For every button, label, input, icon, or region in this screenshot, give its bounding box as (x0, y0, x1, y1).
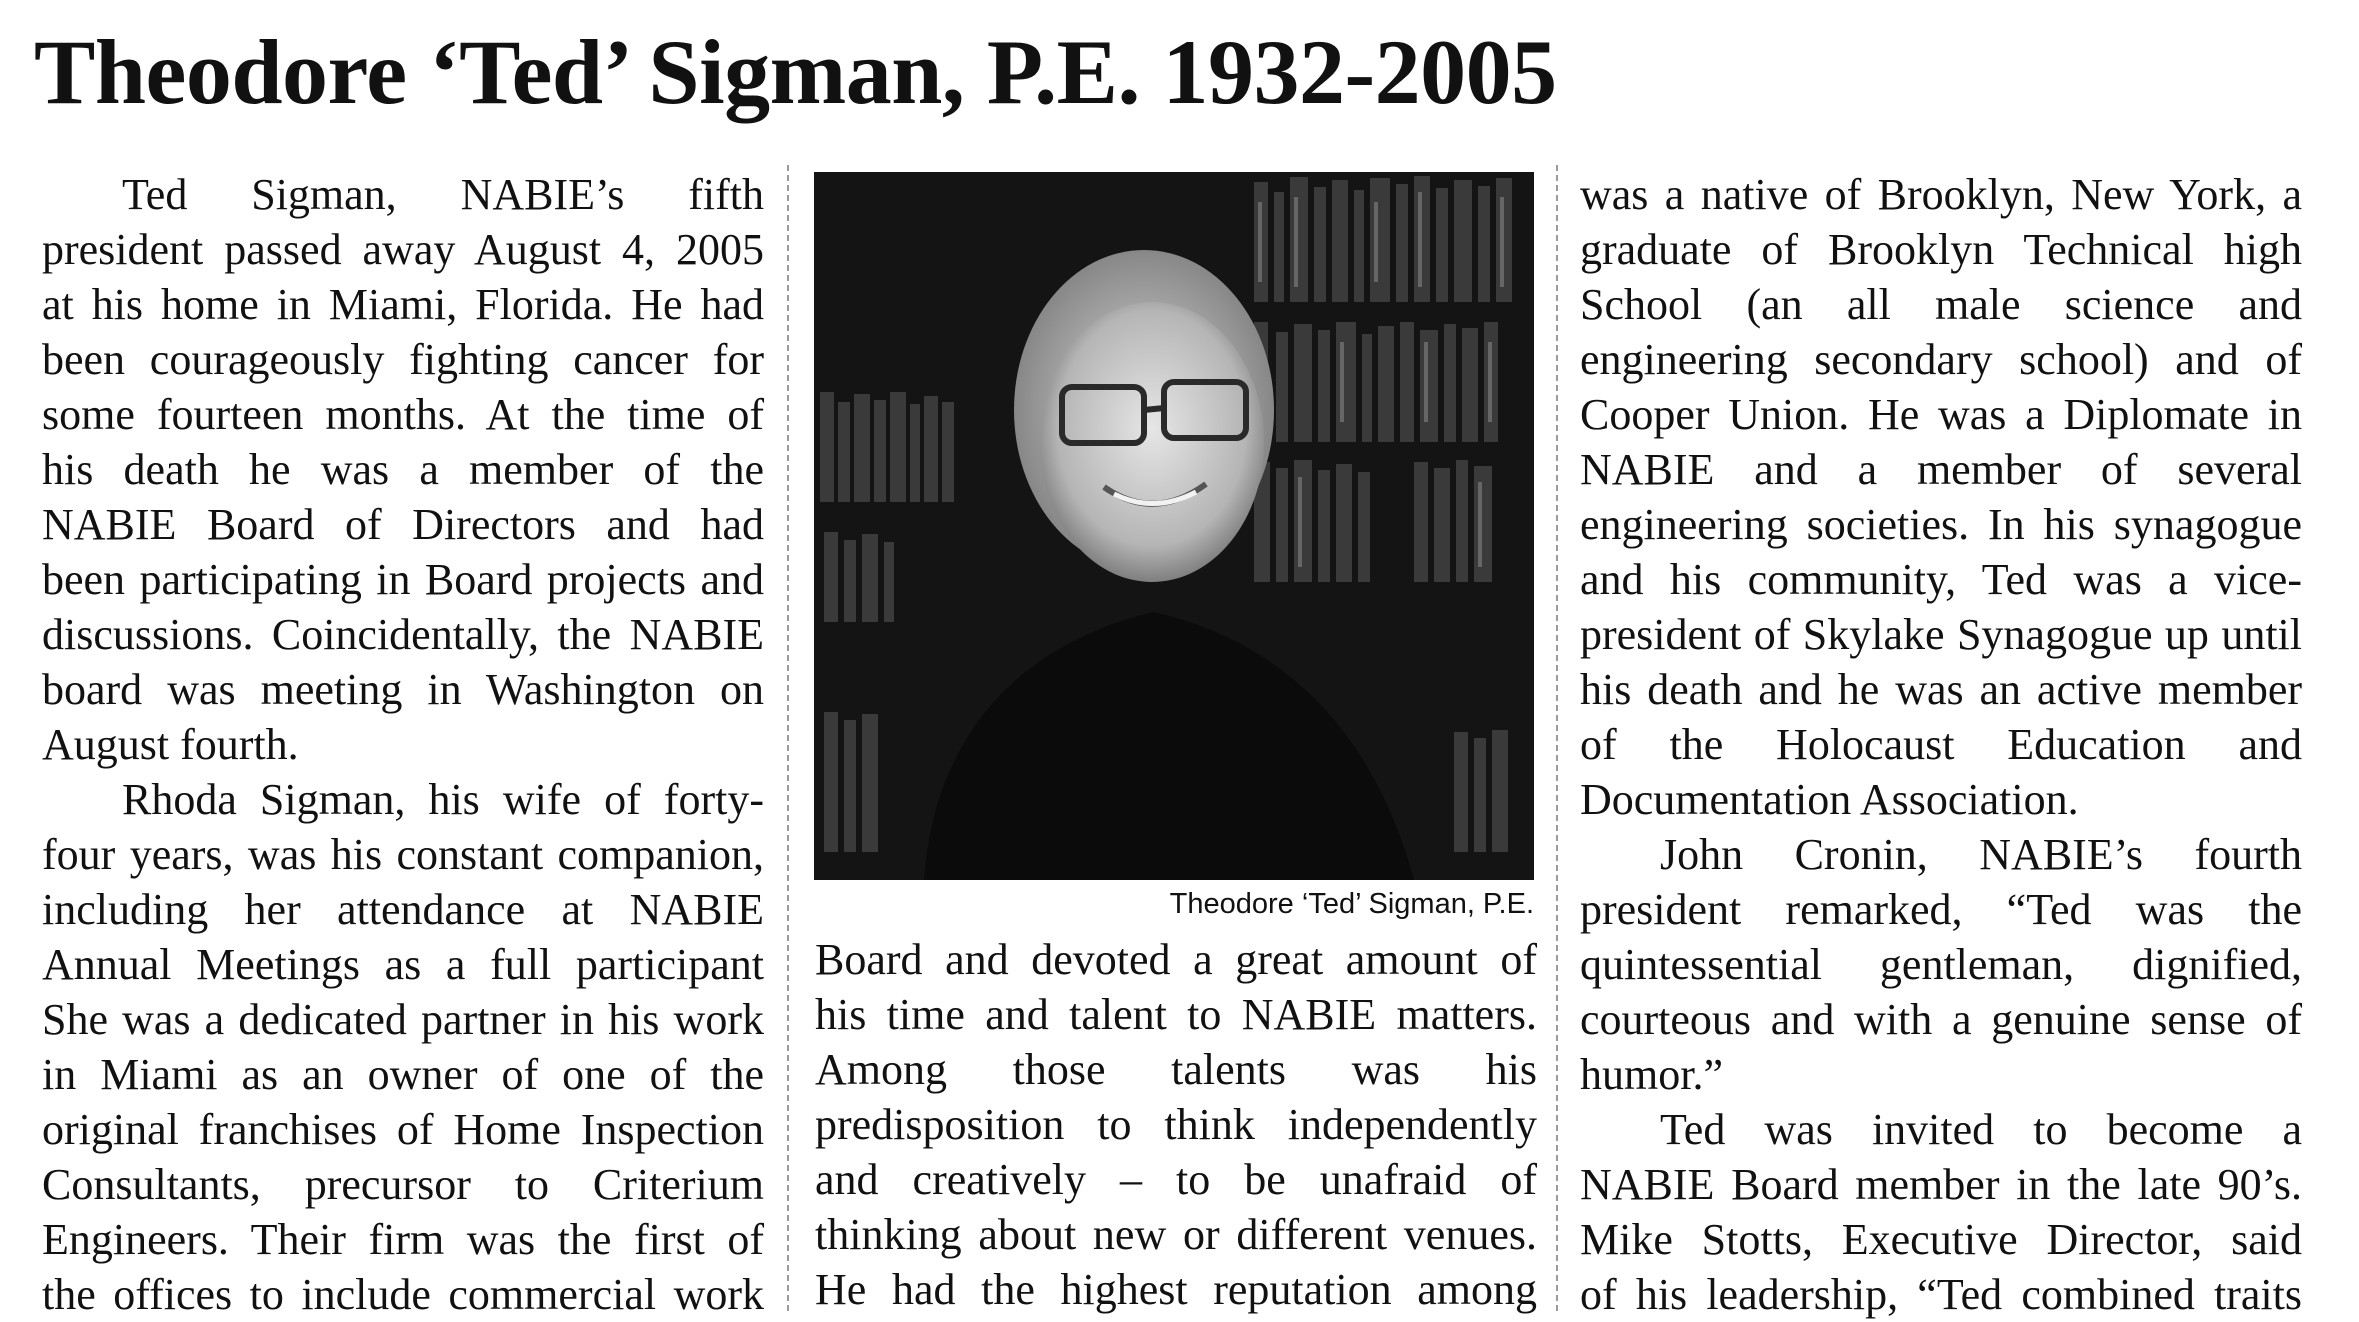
column-divider (787, 165, 789, 1311)
portrait-photo (814, 172, 1534, 880)
text-line: president of Skylake Synagogue up until (1580, 610, 2302, 659)
text-line: president remarked, “Ted was the (1580, 885, 2302, 934)
text-line: engineering societies. In his synagogue (1580, 500, 2302, 549)
text-line: Ted was invited to become a (1660, 1105, 2302, 1154)
text-line: his death and he was an active member (1580, 665, 2302, 714)
text-line: Cooper Union. He was a Diplomate in (1580, 390, 2302, 439)
photo-caption: Theodore ‘Ted’ Sigman, P.E. (1169, 888, 1534, 920)
text-line: in Miami as an owner of one of the (42, 1050, 764, 1099)
text-line: graduate of Brooklyn Technical high (1580, 225, 2302, 274)
text-line: was a native of Brooklyn, New York, a (1580, 170, 2302, 219)
text-line: his death he was a member of the (42, 445, 764, 494)
text-line: Mike Stotts, Executive Director, said (1580, 1215, 2302, 1264)
article-column-1 (42, 167, 764, 1322)
text-line: some fourteen months. At the time of (42, 390, 764, 439)
paragraph (1580, 167, 2302, 827)
text-line: Engineers. Their firm was the first of (42, 1215, 764, 1264)
column-divider (1556, 165, 1558, 1311)
text-line: Among those talents was his (815, 1045, 1537, 1094)
text-line: four years, was his constant companion, (42, 830, 764, 879)
text-line: the offices to include commercial work (42, 1270, 764, 1319)
text-line: He had the highest reputation among (815, 1265, 1537, 1314)
text-line: NABIE Board member in the late 90’s. (1580, 1160, 2302, 1209)
text-line: NABIE and a member of several (1580, 445, 2302, 494)
text-line: and creatively – to be unafraid of (815, 1155, 1537, 1204)
paragraph (1580, 827, 2302, 1102)
article-column-2 (815, 932, 1537, 1317)
paragraph (1580, 1102, 2302, 1322)
text-line: and his community, Ted was a vice- (1580, 555, 2302, 604)
article-column-3 (1580, 167, 2302, 1322)
text-line: School (an all male science and (1580, 280, 2302, 329)
text-line: Board and devoted a great amount of (815, 935, 1537, 984)
text-line: of the Holocaust Education and (1580, 720, 2302, 769)
text-line: Ted Sigman, NABIE’s fifth (122, 170, 764, 219)
text-line: engineering secondary school) and of (1580, 335, 2302, 384)
text-line: courteous and with a genuine sense of (1580, 995, 2302, 1044)
text-line: Consultants, precursor to Criterium (42, 1160, 764, 1209)
text-line: John Cronin, NABIE’s fourth (1660, 830, 2302, 879)
text-line: board was meeting in Washington on (42, 665, 764, 714)
text-line: president passed away August 4, 2005 (42, 225, 764, 274)
paragraph (42, 772, 764, 1322)
text-line: including her attendance at NABIE (42, 885, 764, 934)
text-line: Rhoda Sigman, his wife of forty- (122, 775, 764, 824)
text-line: quintessential gentleman, dignified, (1580, 940, 2302, 989)
text-line: Documentation Association. (1580, 775, 2079, 824)
text-line: NABIE Board of Directors and had (42, 500, 764, 549)
text-line: at his home in Miami, Florida. He had (42, 280, 764, 329)
text-line: been participating in Board projects and (42, 555, 764, 604)
text-line: She was a dedicated partner in his work (42, 995, 764, 1044)
text-line: thinking about new or different venues. (815, 1210, 1537, 1259)
portrait-image (814, 172, 1534, 880)
text-line: Annual Meetings as a full participant (42, 940, 764, 989)
text-line: his time and talent to NABIE matters. (815, 990, 1537, 1039)
text-line: predisposition to think independently (815, 1100, 1537, 1149)
text-line: discussions. Coincidentally, the NABIE (42, 610, 764, 659)
text-line: been courageously fighting cancer for (42, 335, 764, 384)
headline: Theodore ‘Ted’ Sigman, P.E. 1932-2005 (34, 21, 1557, 123)
text-line: of his leadership, “Ted combined traits (1580, 1270, 2302, 1319)
text-line: humor.” (1580, 1050, 1723, 1099)
text-line: August fourth. (42, 720, 299, 769)
text-line: original franchises of Home Inspection (42, 1105, 764, 1154)
paragraph (815, 932, 1537, 1317)
paragraph (42, 167, 764, 772)
